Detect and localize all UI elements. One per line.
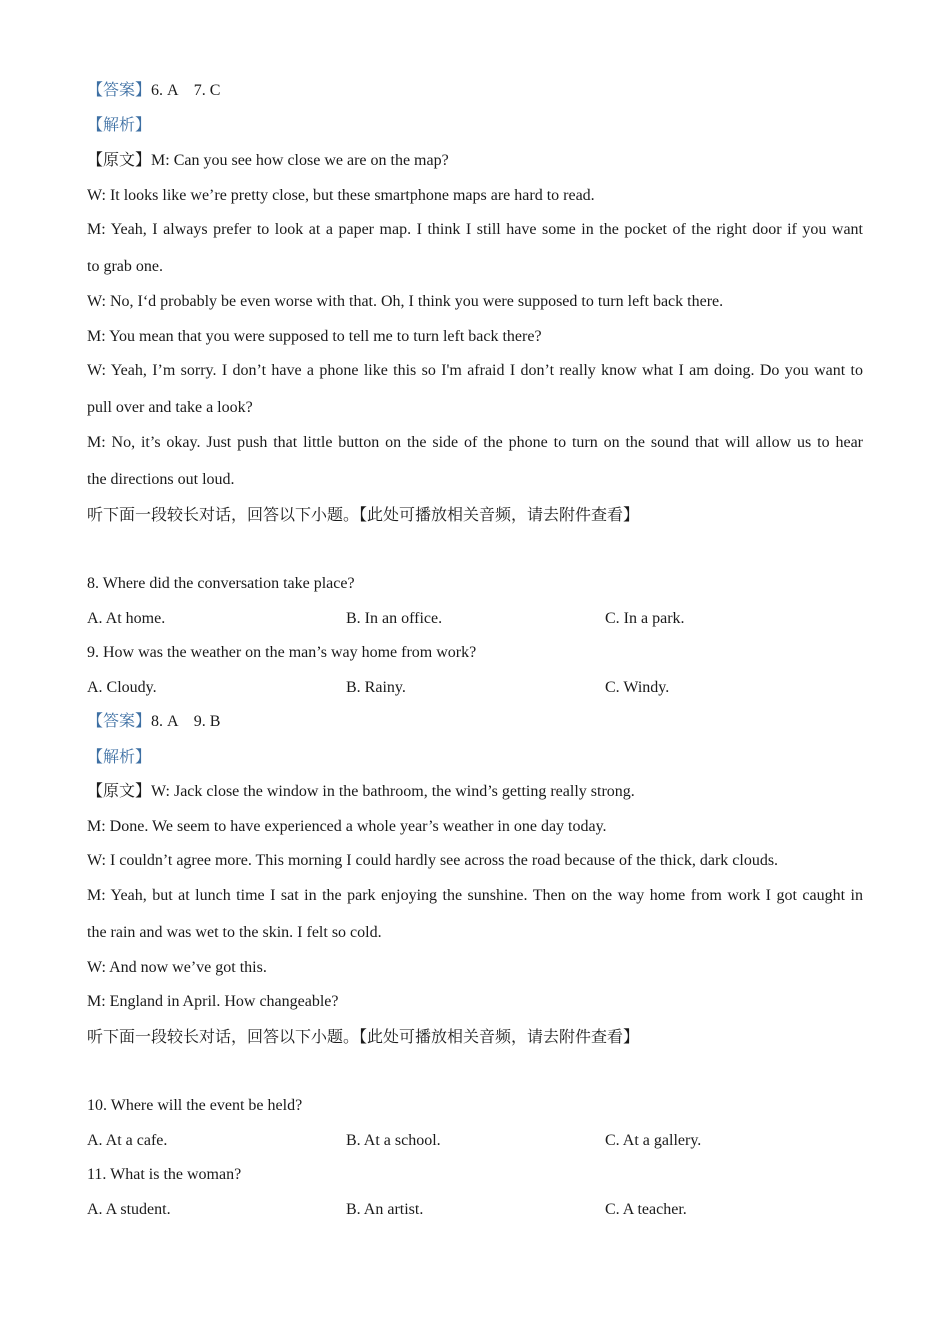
option-b: B. Rainy. (346, 679, 406, 696)
transcript-tag: 【原文】 (87, 783, 152, 800)
question-8: 8. Where did the conversation take place? (87, 575, 355, 592)
answer-line-1 (87, 81, 863, 101)
transcript-line: W: Yeah, I’m sorry. I don’t have a phone like this so I'm afraid I don’t really know what I am doing. Do you want to (87, 362, 863, 379)
answer-line-2 (87, 712, 863, 732)
transcript-line (87, 782, 863, 802)
transcript-line: M: Yeah, I always prefer to look at a paper map. I think I still have some in the pocket of the right door if you want (87, 221, 863, 238)
transcript-text: M: Can you see how close we are on the map? (151, 152, 449, 169)
answer-text: 8. A 9. B (151, 713, 221, 730)
transcript-tag: 【原文】 (87, 152, 152, 169)
option-a: A. At a cafe. (87, 1132, 168, 1149)
option-a: A. A student. (87, 1201, 171, 1218)
answer-tag: 【答案】 (87, 713, 152, 730)
option-c: C. In a park. (605, 610, 685, 627)
transcript-line: pull over and take a look? (87, 399, 253, 416)
option-b: B. In an office. (346, 610, 443, 627)
transcript-line: W: No, I‘d probably be even worse with that. Oh, I think you were supposed to turn left back there. (87, 293, 724, 310)
analysis-tag: 【解析】 (87, 749, 152, 766)
transcript-text: W: Jack close the window in the bathroom, the wind’s getting really strong. (151, 783, 635, 800)
listening-instruction: 听下面一段较长对话，回答以下小题。【此处可播放相关音频，请去附件查看】 (87, 507, 640, 524)
transcript-line: M: Yeah, but at lunch time I sat in the park enjoying the sunshine. Then on the way home from work I got caught in (87, 887, 863, 904)
transcript-line: to grab one. (87, 258, 163, 275)
option-a: A. At home. (87, 610, 166, 627)
answer-tag: 【答案】 (87, 82, 152, 99)
analysis-tag: 【解析】 (87, 117, 152, 134)
question-9: 9. How was the weather on the man’s way home from work? (87, 644, 477, 661)
transcript-line: the rain and was wet to the skin. I felt so cold. (87, 924, 382, 941)
transcript-line: M: You mean that you were supposed to tell me to turn left back there? (87, 328, 542, 345)
option-a: A. Cloudy. (87, 679, 157, 696)
option-b: B. At a school. (346, 1132, 441, 1149)
option-b: B. An artist. (346, 1201, 424, 1218)
answer-text: 6. A 7. C (151, 82, 221, 99)
transcript-line (87, 151, 863, 171)
transcript-line: W: And now we’ve got this. (87, 959, 267, 976)
transcript-line: M: Done. We seem to have experienced a whole year’s weather in one day today. (87, 818, 607, 835)
transcript-line: W: I couldn’t agree more. This morning I could hardly see across the road because of the thick, dark clouds. (87, 852, 779, 869)
option-c: C. Windy. (605, 679, 670, 696)
option-c: C. A teacher. (605, 1201, 687, 1218)
question-10: 10. Where will the event be held? (87, 1097, 303, 1114)
transcript-line: W: It looks like we’re pretty close, but these smartphone maps are hard to read. (87, 187, 595, 204)
question-11: 11. What is the woman? (87, 1166, 242, 1183)
listening-instruction: 听下面一段较长对话，回答以下小题。【此处可播放相关音频，请去附件查看】 (87, 1029, 640, 1046)
transcript-line: the directions out loud. (87, 471, 235, 488)
transcript-line: M: No, it’s okay. Just push that little button on the side of the phone to turn on the sound that will allow us to hear (87, 434, 863, 451)
option-c: C. At a gallery. (605, 1132, 702, 1149)
transcript-line: M: England in April. How changeable? (87, 993, 339, 1010)
